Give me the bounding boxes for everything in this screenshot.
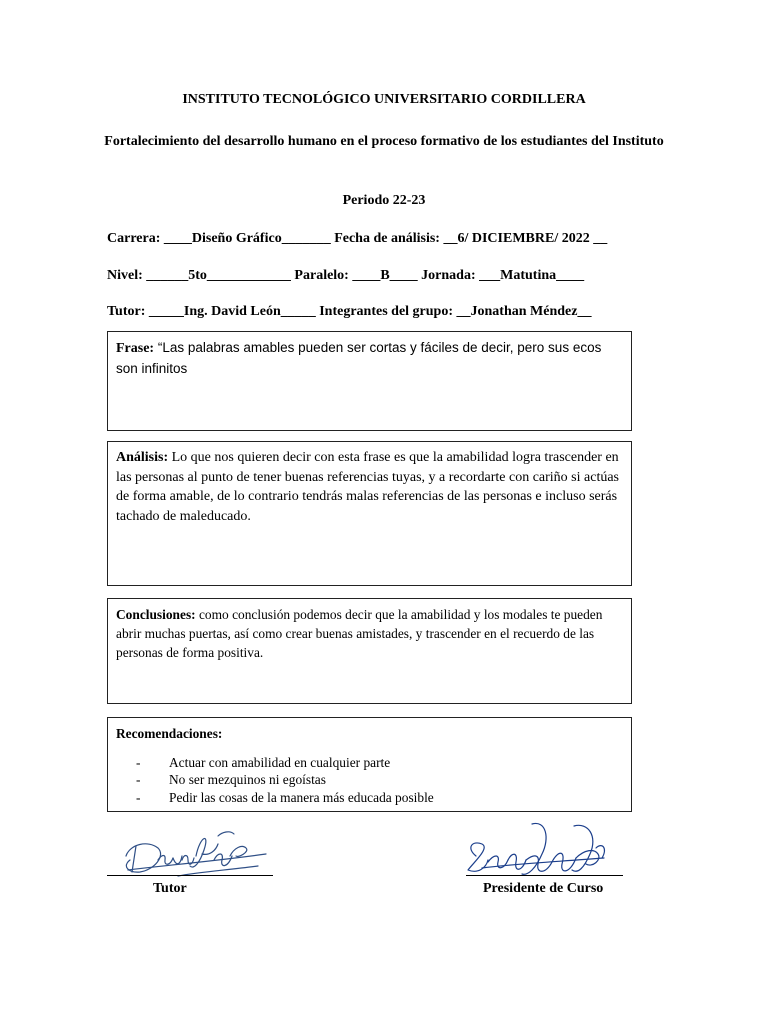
recomendaciones-list [116,754,623,807]
career-date-row: Carrera: ____Diseño Gráfico_______ Fecha de análisis: __6/ DICIEMBRE/ 2022 __ [107,231,608,246]
frase-label: Frase: [116,341,155,356]
conclusiones-text: como conclusión podemos decir que la amabilidad y los modales te pueden abrir muchas puertas, así como crear buenas amistades, y trascender en el recuerdo de las personas de forma positiva. [116,607,603,660]
analisis-text: Lo que nos quieren decir con esta frase es que la amabilidad logra trascender en las personas al punto de tener buenas referencias tuyas, y a recordarte con cariño si actúas de forma amable, de lo contrario tendrás malas referencias de las personas e incluso serás tachado de maleducado. [116,450,620,524]
list-item: - No ser mezquinos ni egoístas [136,771,623,789]
president-label: Presidente de Curso [483,881,604,896]
tutor-signature-line [107,875,273,876]
recomendaciones-label: Recomendaciones: [116,726,223,741]
period-label: Periodo 22-23 [342,193,426,208]
president-signature [462,818,612,888]
tutor-signature [118,826,268,886]
frase-box [107,331,632,431]
tutor-label: Tutor [153,881,187,896]
recomendaciones-box [107,717,632,812]
list-item: - Pedir las cosas de la manera más educada posible [136,789,623,807]
president-signature-line [466,875,623,876]
tutor-group-row: Tutor: _____Ing. David León_____ Integrantes del grupo: __Jonathan Méndez__ [107,304,592,319]
analisis-box [107,441,632,586]
conclusiones-box [107,598,632,704]
list-item: - Actuar con amabilidad en cualquier parte [136,754,623,772]
institution-title: INSTITUTO TECNOLÓGICO UNIVERSITARIO CORDILLERA [182,92,586,107]
analisis-label: Análisis: [116,450,169,465]
level-section-row: Nivel: ______5to____________ Paralelo: ____B____ Jornada: ___Matutina____ [107,268,585,283]
frase-text: “Las palabras amables pueden ser cortas y fáciles de decir, pero sus ecos son infinitos [116,340,602,376]
document-subtitle: Fortalecimiento del desarrollo humano en el proceso formativo de los estudiantes del Instituto [104,134,664,149]
conclusiones-label: Conclusiones: [116,607,196,622]
